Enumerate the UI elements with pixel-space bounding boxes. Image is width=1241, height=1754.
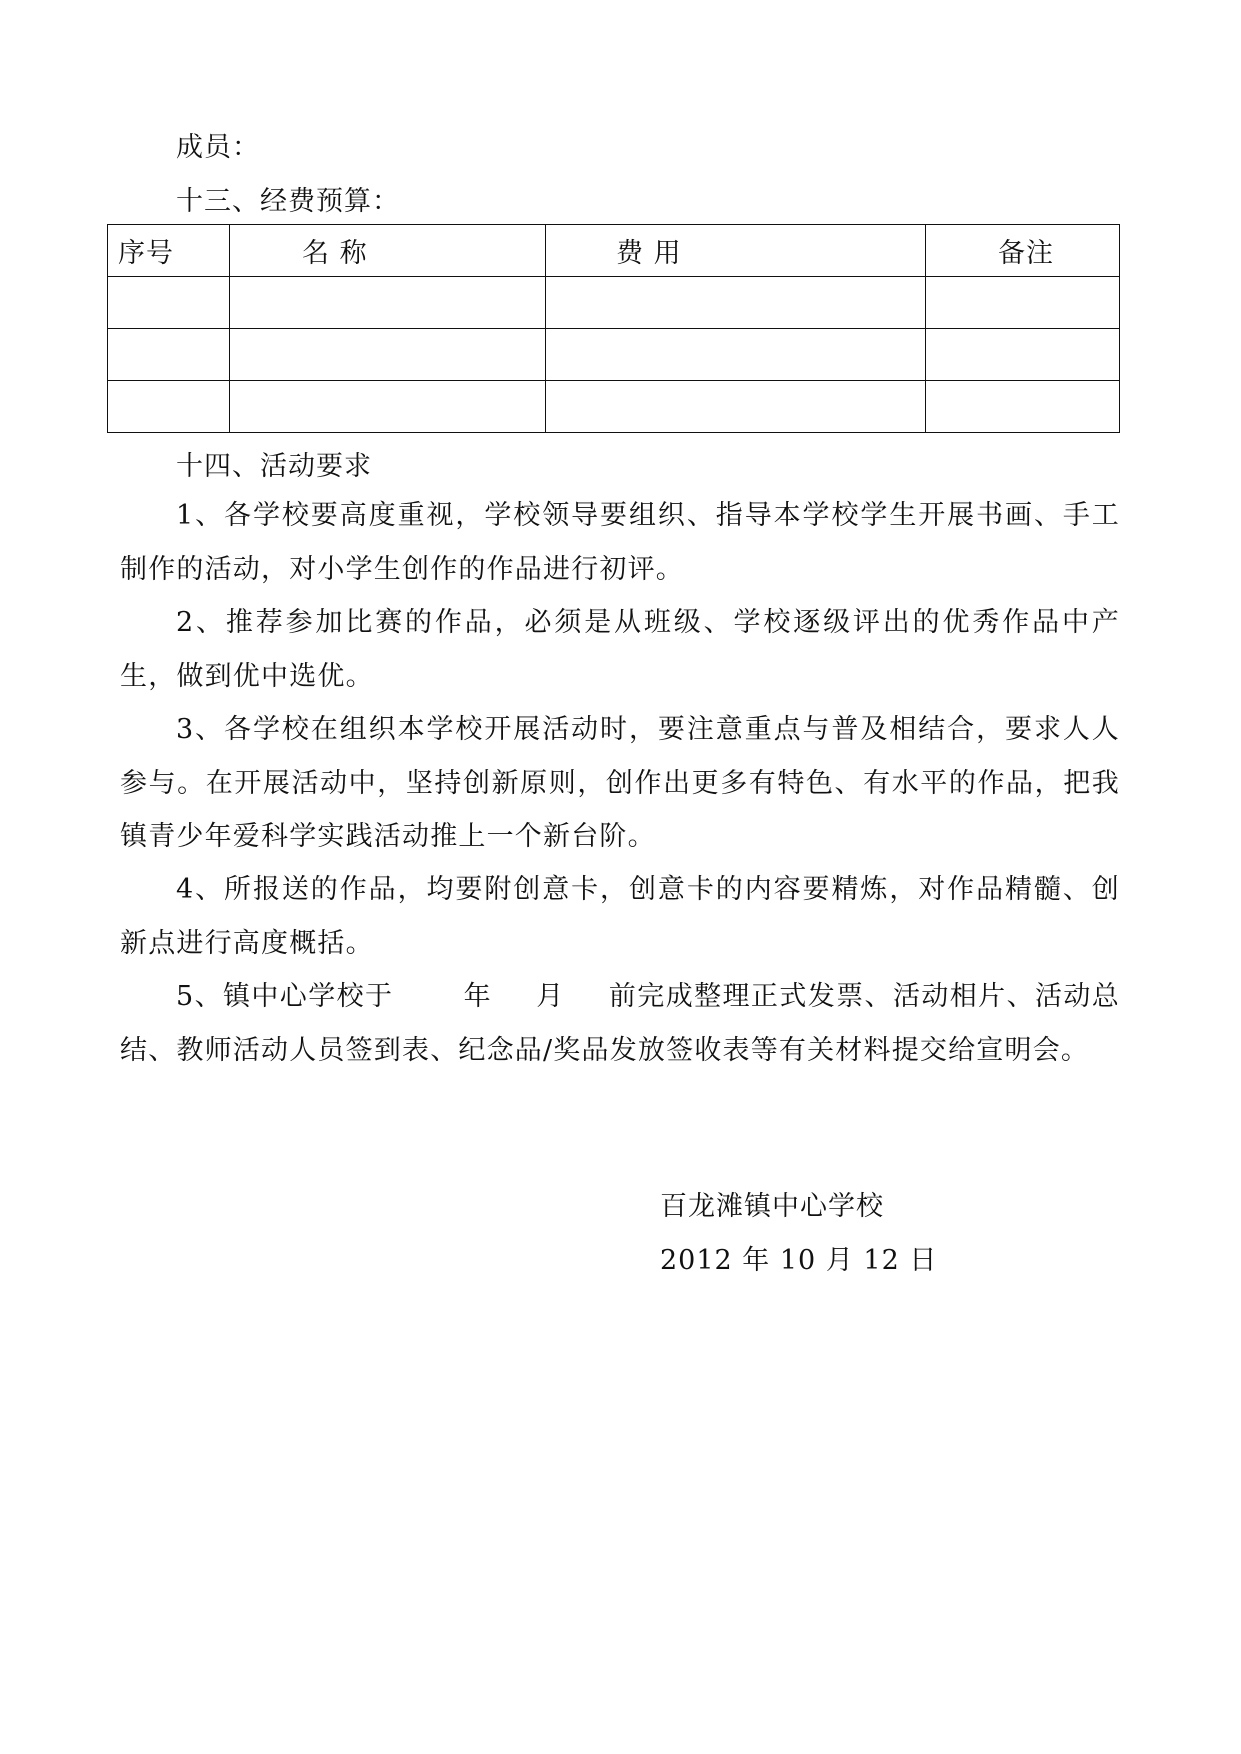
budget-row xyxy=(108,381,1120,433)
table-cell xyxy=(230,277,546,329)
table-cell xyxy=(108,381,230,433)
item5-lead: 5、镇中心学校于 xyxy=(176,981,394,1012)
table-cell xyxy=(546,329,926,381)
signature-date: 2012 年 10 月 12 日 xyxy=(660,1245,938,1276)
table-cell xyxy=(926,329,1120,381)
budget-table xyxy=(107,224,1120,433)
requirements-heading: 十四、活动要求 xyxy=(176,451,372,482)
table-cell xyxy=(108,277,230,329)
table-cell xyxy=(230,329,546,381)
item5-year: 年 xyxy=(463,981,493,1012)
requirement-item-2: 2、推荐参加比赛的作品，必须是从班级、学校逐级评出的优秀作品中产生，做到优中选优。 xyxy=(120,607,1120,692)
requirement-item-1: 1、各学校要高度重视，学校领导要组织、指导本学校学生开展书画、手工制作的活动，对小学生创作的作品进行初评。 xyxy=(120,500,1120,585)
budget-heading: 十三、经费预算： xyxy=(176,186,400,217)
header-name: 名 称 xyxy=(230,225,546,277)
table-cell xyxy=(926,277,1120,329)
header-cost: 费 用 xyxy=(546,225,926,277)
table-cell xyxy=(926,381,1120,433)
requirement-item-4: 4、所报送的作品，均要附创意卡，创意卡的内容要精炼，对作品精髓、创新点进行高度概括。 xyxy=(120,874,1120,959)
budget-row xyxy=(108,277,1120,329)
signature-organization: 百龙滩镇中心学校 xyxy=(660,1191,884,1222)
table-cell xyxy=(108,329,230,381)
members-label: 成员： xyxy=(176,132,260,163)
requirement-item-3: 3、各学校在组织本学校开展活动时，要注意重点与普及相结合，要求人人参与。在开展活动中，坚持创新原则，创作出更多有特色、有水平的作品，把我镇青少年爱科学实践活动推上一个新台阶。 xyxy=(120,714,1120,852)
budget-header-row xyxy=(108,225,1120,277)
budget-row xyxy=(108,329,1120,381)
item5-month: 月 xyxy=(536,981,565,1012)
table-cell xyxy=(230,381,546,433)
header-remark: 备注 xyxy=(926,225,1120,277)
table-cell xyxy=(546,277,926,329)
header-serial: 序号 xyxy=(108,225,230,277)
requirement-item-5 xyxy=(120,970,1120,1077)
item5-rest: 前完成整理正式发票、活动相片、活动总结、教师活动人员签到表、纪念品/奖品发放签收表等有关材料提交给宣明会。 xyxy=(120,981,1121,1066)
table-cell xyxy=(546,381,926,433)
